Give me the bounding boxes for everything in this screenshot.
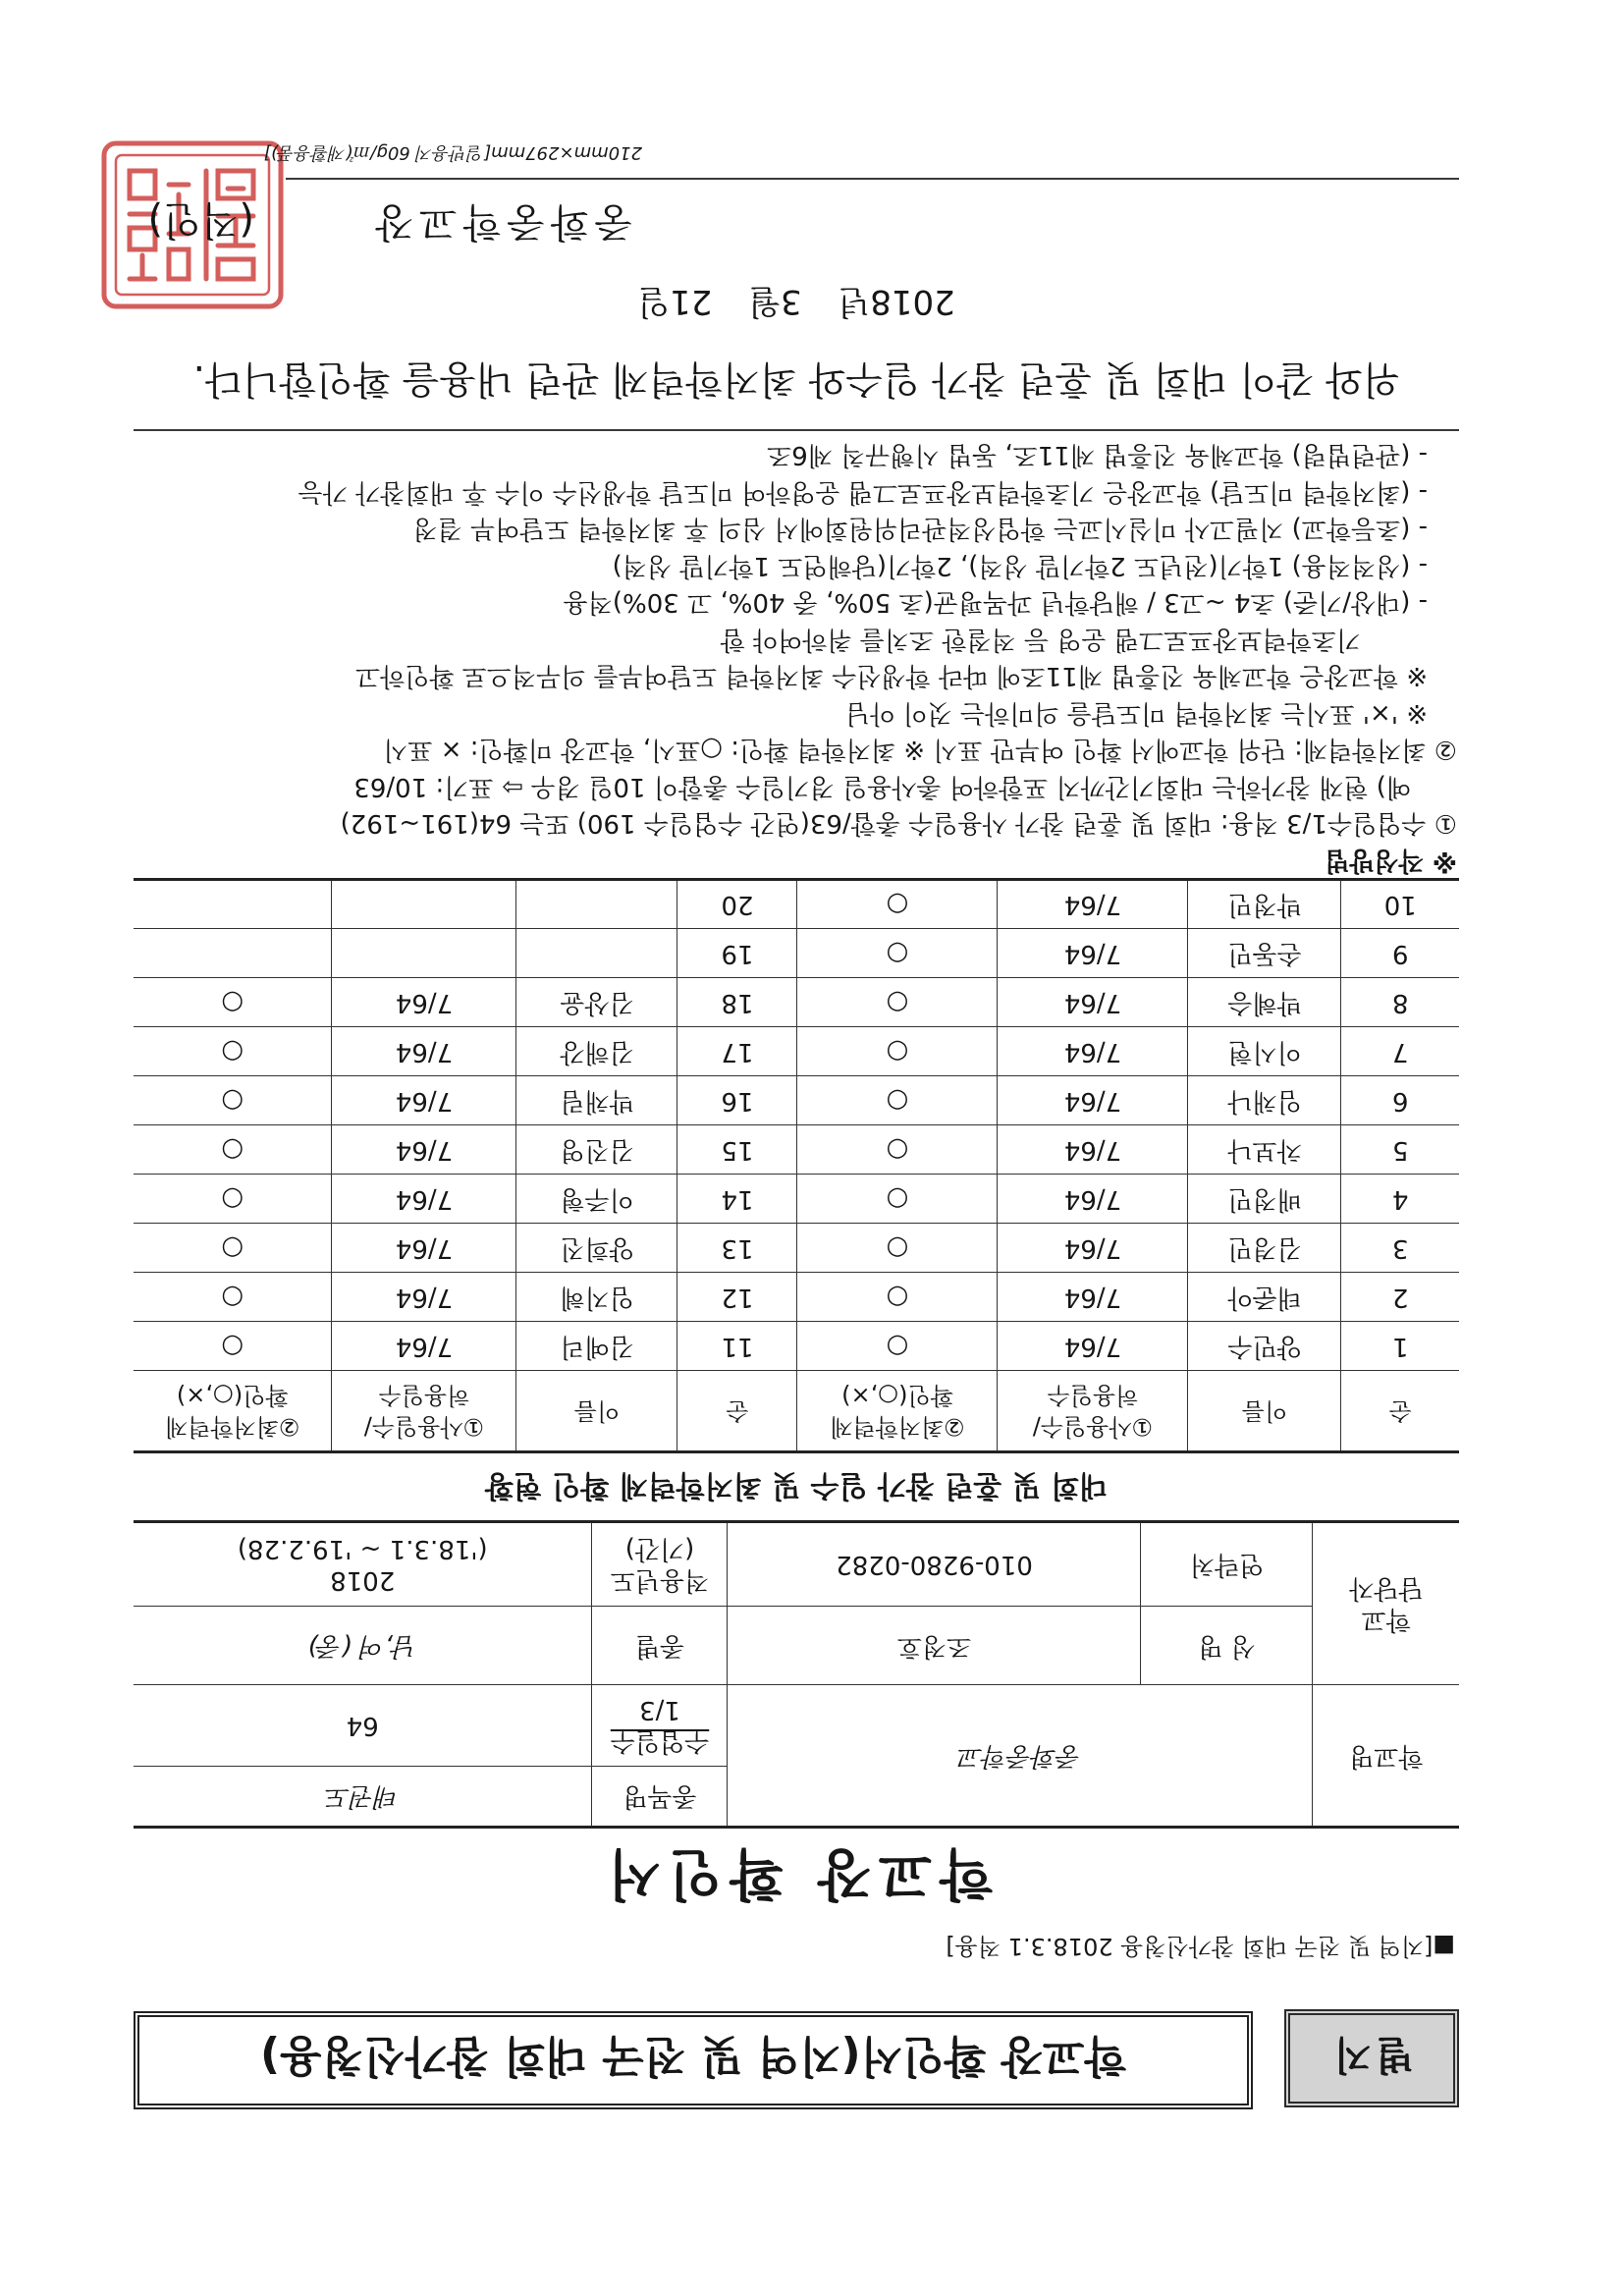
row-number: 18 bbox=[677, 978, 797, 1027]
header-number bbox=[677, 1371, 797, 1452]
instruction-line: 기초학력보장프로그램 운영 등 적절한 조치를 취하여야 함 bbox=[720, 625, 1361, 654]
grade-check: ○ bbox=[797, 1027, 998, 1076]
status-section-title: 대회 및 훈련 참가 일수 및 최저학력제 확인 현황 bbox=[484, 1468, 1109, 1503]
grade-check: ○ bbox=[134, 1322, 332, 1371]
instruction-line: ※ 학교장은 학교체육 진흥법 제11조에 따라 학생선수 최저학력 도달여부를 의무적으로 확인하고 bbox=[355, 661, 1428, 691]
year-period: ('18.3.1 ~ '19.2.28) bbox=[237, 1534, 488, 1563]
days-used: 7/64 bbox=[332, 1322, 516, 1371]
days-used: 7/64 bbox=[332, 1076, 516, 1125]
phone-value: 010-9280-0282 bbox=[728, 1522, 1141, 1607]
athlete-name: 차보나 bbox=[1188, 1125, 1341, 1175]
class-days-label bbox=[592, 1685, 728, 1767]
status-row bbox=[134, 1175, 1459, 1224]
form-title-box: 학교장 확인서(지역 및 전국 대회 참가신청용) bbox=[134, 2011, 1253, 2109]
athlete-name: 임지혜 bbox=[516, 1273, 677, 1322]
form-version-note: ■[지역 및 전국 대회 참가신청용 2018.3.1 적용] bbox=[946, 1933, 1455, 1960]
manager-label bbox=[1313, 1522, 1459, 1685]
grade-check: ○ bbox=[797, 1224, 998, 1273]
status-row bbox=[134, 978, 1459, 1027]
header-days bbox=[998, 1371, 1188, 1452]
row-number: 11 bbox=[677, 1322, 797, 1371]
days-used: 7/64 bbox=[332, 1027, 516, 1076]
instruction-line: - (최저학력 미도달) 학교장은 기초학력보장프로그램 운영하여 미도달 학생선수 이수 후 대회참가 가능 bbox=[298, 477, 1428, 507]
header-days bbox=[332, 1371, 516, 1452]
row-number: 14 bbox=[677, 1175, 797, 1224]
athlete-name bbox=[516, 929, 677, 978]
name-label: 성 명 bbox=[1141, 1607, 1313, 1685]
paper-spec-footer: 210mm×297mm[일반용지 60g/㎡(재활용품)] bbox=[263, 142, 642, 163]
header-text: ①사용일수/ bbox=[1032, 1412, 1154, 1441]
grade-check: ○ bbox=[797, 1175, 998, 1224]
grade-check bbox=[134, 929, 332, 978]
header-text: 이름 bbox=[573, 1397, 621, 1426]
athlete-name: 양희진 bbox=[516, 1224, 677, 1273]
days-used bbox=[332, 929, 516, 978]
grade-check: ○ bbox=[134, 1125, 332, 1175]
year-value bbox=[134, 1522, 592, 1607]
status-header-row bbox=[134, 1371, 1459, 1452]
instruction-line: 예) 현재 참가하는 대회기간까지 포함하여 총사용일 경기일수 총합이 10일 경우 ⇨ 표기: 10/63 bbox=[353, 772, 1411, 801]
header-text: 확인(○,×) bbox=[176, 1382, 289, 1410]
days-used: 7/64 bbox=[998, 1175, 1188, 1224]
header-check bbox=[134, 1371, 332, 1452]
status-row bbox=[134, 880, 1459, 929]
row-number: 1 bbox=[1341, 1322, 1459, 1371]
instruction-line: ② 최저학력제: 단위 학교에서 확인 여부만 표시 ※ 최저학력 확인: ○표시, 학교장 미확인: × 표시 bbox=[383, 735, 1457, 765]
header-name bbox=[516, 1371, 677, 1452]
grade-check: ○ bbox=[134, 1076, 332, 1125]
division-value: 남,여 (중) bbox=[134, 1607, 592, 1685]
status-row bbox=[134, 1125, 1459, 1175]
header-text: 확인(○,×) bbox=[841, 1382, 953, 1410]
days-used: 7/64 bbox=[332, 1273, 516, 1322]
athlete-name: 이시현 bbox=[1188, 1027, 1341, 1076]
header-name bbox=[1188, 1371, 1341, 1452]
year-number: 2018 bbox=[330, 1565, 396, 1596]
instruction-line: ① 수업일수1/3 적용: 대회 및 훈련 참가 사용일수 총합/63(연간 수업일수 190) 또는 64(191~192) bbox=[340, 808, 1457, 839]
row-number: 20 bbox=[677, 880, 797, 929]
status-row bbox=[134, 1076, 1459, 1125]
grade-check: ○ bbox=[134, 978, 332, 1027]
appendix-tag: 별지 bbox=[1284, 2009, 1459, 2107]
athlete-name: 손동민 bbox=[1188, 929, 1341, 978]
year-label-line: 적용년도 bbox=[610, 1565, 710, 1596]
days-used: 7/64 bbox=[998, 978, 1188, 1027]
athlete-name bbox=[516, 880, 677, 929]
row-number: 16 bbox=[677, 1076, 797, 1125]
status-row bbox=[134, 1224, 1459, 1273]
year-label-line: (기간) bbox=[624, 1534, 695, 1563]
info-row bbox=[134, 1607, 1459, 1685]
sport-label: 종목명 bbox=[592, 1767, 728, 1828]
days-used: 7/64 bbox=[998, 1322, 1188, 1371]
manager-label-line: 학교 bbox=[1361, 1605, 1411, 1635]
row-number: 9 bbox=[1341, 929, 1459, 978]
seal-label: (직인) bbox=[147, 197, 254, 243]
row-number: 5 bbox=[1341, 1125, 1459, 1175]
footer-line bbox=[286, 178, 1459, 180]
grade-check: ○ bbox=[797, 1125, 998, 1175]
days-used: 7/64 bbox=[998, 929, 1188, 978]
athlete-name: 박정민 bbox=[1188, 880, 1341, 929]
instruction-line: - (대상/기준) 초4 ~고3 / 해당학년 과목평균(초 50%, 중 40%, 고 30%)적용 bbox=[563, 587, 1428, 618]
days-used bbox=[332, 880, 516, 929]
row-number: 8 bbox=[1341, 978, 1459, 1027]
status-row bbox=[134, 929, 1459, 978]
manager-label-line: 담당자 bbox=[1349, 1573, 1424, 1603]
document-title: 학교장 확인서 bbox=[599, 1841, 994, 1905]
athlete-name: 이주형 bbox=[516, 1175, 677, 1224]
year-label bbox=[592, 1522, 728, 1607]
athlete-name: 김상윤 bbox=[516, 978, 677, 1027]
athlete-name: 임채나 bbox=[1188, 1076, 1341, 1125]
header-text: ①사용일수/ bbox=[363, 1412, 485, 1441]
athlete-name: 태준아 bbox=[1188, 1273, 1341, 1322]
row-number: 2 bbox=[1341, 1273, 1459, 1322]
grade-check: ○ bbox=[797, 1076, 998, 1125]
sport-value: 태권도 bbox=[134, 1767, 592, 1828]
info-row bbox=[134, 1767, 1459, 1828]
grade-check: ○ bbox=[797, 978, 998, 1027]
row-number: 4 bbox=[1341, 1175, 1459, 1224]
header-text: 순 bbox=[726, 1397, 749, 1426]
grade-check: ○ bbox=[134, 1273, 332, 1322]
header-text: 이름 bbox=[1241, 1397, 1288, 1426]
phone-label: 연락처 bbox=[1141, 1522, 1313, 1607]
issue-date: 2018년 3월 21일 bbox=[637, 282, 955, 321]
athlete-name: 김예리 bbox=[516, 1322, 677, 1371]
days-used: 7/64 bbox=[998, 880, 1188, 929]
school-info-table bbox=[134, 1520, 1459, 1829]
athlete-name: 김경민 bbox=[1188, 1224, 1341, 1273]
grade-check: ○ bbox=[797, 1273, 998, 1322]
header-text: 순 bbox=[1388, 1397, 1412, 1426]
grade-check: ○ bbox=[797, 1322, 998, 1371]
header-text: ②최저학력제 bbox=[830, 1412, 965, 1441]
grade-check: ○ bbox=[134, 1175, 332, 1224]
days-used: 7/64 bbox=[332, 1175, 516, 1224]
row-number: 7 bbox=[1341, 1027, 1459, 1076]
athlete-name: 배정민 bbox=[1188, 1175, 1341, 1224]
manager-name: 조정호 bbox=[728, 1607, 1141, 1685]
row-number: 12 bbox=[677, 1273, 797, 1322]
header-text: ②최저학력제 bbox=[165, 1412, 300, 1441]
instruction-line: ※ '×' 표시는 최저학력 미도달을 의미하는 것이 아님 bbox=[845, 698, 1428, 728]
instruction-line: - (성적적용) 1학기(전년도 2학기말 성적), 2학기(당해연도 1학기말 성적) bbox=[612, 551, 1428, 580]
instructions-heading: ※ 작성방법 bbox=[1325, 846, 1457, 875]
row-number: 19 bbox=[677, 929, 797, 978]
days-used: 7/64 bbox=[332, 1224, 516, 1273]
row-number: 6 bbox=[1341, 1076, 1459, 1125]
days-used: 7/64 bbox=[332, 978, 516, 1027]
athlete-name: 박혜승 bbox=[1188, 978, 1341, 1027]
instruction-line: - (초등학교) 지필고사 미실시교는 학업성적관리위원회에서 심의 후 최저학력 도달여부 결정 bbox=[412, 514, 1428, 544]
principal-title: 중화중학교장 bbox=[369, 199, 632, 245]
days-used: 7/64 bbox=[998, 1076, 1188, 1125]
school-name: 중화중학교 bbox=[728, 1685, 1313, 1828]
status-row bbox=[134, 1027, 1459, 1076]
header-check bbox=[797, 1371, 998, 1452]
header-text: 허용일수 bbox=[1047, 1382, 1139, 1410]
days-used: 7/64 bbox=[332, 1125, 516, 1175]
days-used: 7/64 bbox=[998, 1273, 1188, 1322]
grade-check bbox=[134, 880, 332, 929]
school-label: 학교명 bbox=[1313, 1685, 1459, 1828]
class-days-label-line: 1/3 bbox=[639, 1695, 680, 1724]
athlete-name: 박채림 bbox=[516, 1076, 677, 1125]
division-label: 종별 bbox=[592, 1607, 728, 1685]
status-table bbox=[134, 878, 1459, 1453]
class-days-label-line: 수업일수 bbox=[610, 1726, 710, 1757]
divider-line bbox=[134, 429, 1459, 431]
header-number bbox=[1341, 1371, 1459, 1452]
status-row bbox=[134, 1322, 1459, 1371]
class-days-value: 64 bbox=[134, 1685, 592, 1767]
athlete-name: 김진영 bbox=[516, 1125, 677, 1175]
grade-check: ○ bbox=[797, 929, 998, 978]
instruction-line: - (관련법령) 학교체육 진흥법 제11조, 동법 시행규칙 제6조 bbox=[767, 440, 1428, 470]
header-text: 허용일수 bbox=[378, 1382, 470, 1410]
row-number: 3 bbox=[1341, 1224, 1459, 1273]
days-used: 7/64 bbox=[998, 1224, 1188, 1273]
row-number: 15 bbox=[677, 1125, 797, 1175]
grade-check: ○ bbox=[797, 880, 998, 929]
info-row bbox=[134, 1522, 1459, 1607]
athlete-name: 김해강 bbox=[516, 1027, 677, 1076]
days-used: 7/64 bbox=[998, 1027, 1188, 1076]
days-used: 7/64 bbox=[998, 1125, 1188, 1175]
status-row bbox=[134, 1273, 1459, 1322]
athlete-name: 양민수 bbox=[1188, 1322, 1341, 1371]
instructions bbox=[134, 436, 1457, 878]
confirmation-statement: 위와 같이 대회 및 훈련 참가 일수와 최저학력제 관련 내용을 확인합니다. bbox=[192, 356, 1400, 401]
row-number: 17 bbox=[677, 1027, 797, 1076]
row-number: 13 bbox=[677, 1224, 797, 1273]
row-number: 10 bbox=[1341, 880, 1459, 929]
grade-check: ○ bbox=[134, 1027, 332, 1076]
grade-check: ○ bbox=[134, 1224, 332, 1273]
